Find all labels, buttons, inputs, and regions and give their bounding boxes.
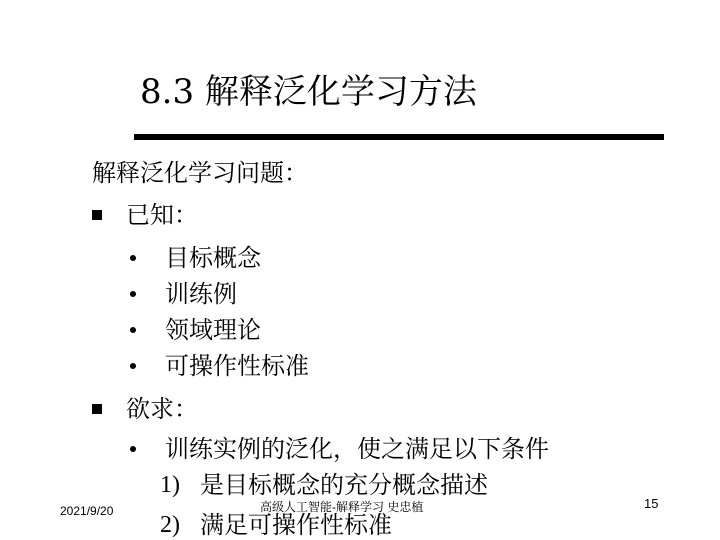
bullet-dot-icon	[130, 446, 136, 452]
square-bullet-icon	[92, 404, 102, 414]
condition-number: 1)	[160, 472, 180, 498]
square-bullet-icon	[92, 210, 102, 220]
condition-text: 满足可操作性标准	[200, 511, 392, 539]
bullet-dot-icon	[130, 255, 136, 261]
footer-caption: 高级人工智能-解释学习 史忠植	[260, 500, 424, 514]
bullet-dot-icon	[130, 291, 136, 297]
known-item: 目标概念	[165, 244, 261, 272]
condition-text: 是目标概念的充分概念描述	[200, 471, 488, 499]
intro-heading: 解释泛化学习问题：	[92, 159, 308, 187]
bullet-dot-icon	[130, 363, 136, 369]
condition-number: 2)	[160, 512, 180, 538]
bullet-dot-icon	[130, 327, 136, 333]
title-underline	[134, 134, 664, 140]
want-item: 训练实例的泛化，使之满足以下条件	[165, 435, 549, 463]
known-label: 已知：	[126, 201, 198, 229]
slide-title: 8.3 解释泛化学习方法	[140, 72, 477, 112]
footer-date: 2021/9/20	[60, 504, 114, 518]
page-number: 15	[644, 496, 659, 511]
want-label: 欲求：	[126, 395, 198, 423]
known-item: 领域理论	[165, 316, 261, 344]
known-item: 训练例	[165, 280, 237, 308]
known-item: 可操作性标准	[165, 352, 309, 380]
